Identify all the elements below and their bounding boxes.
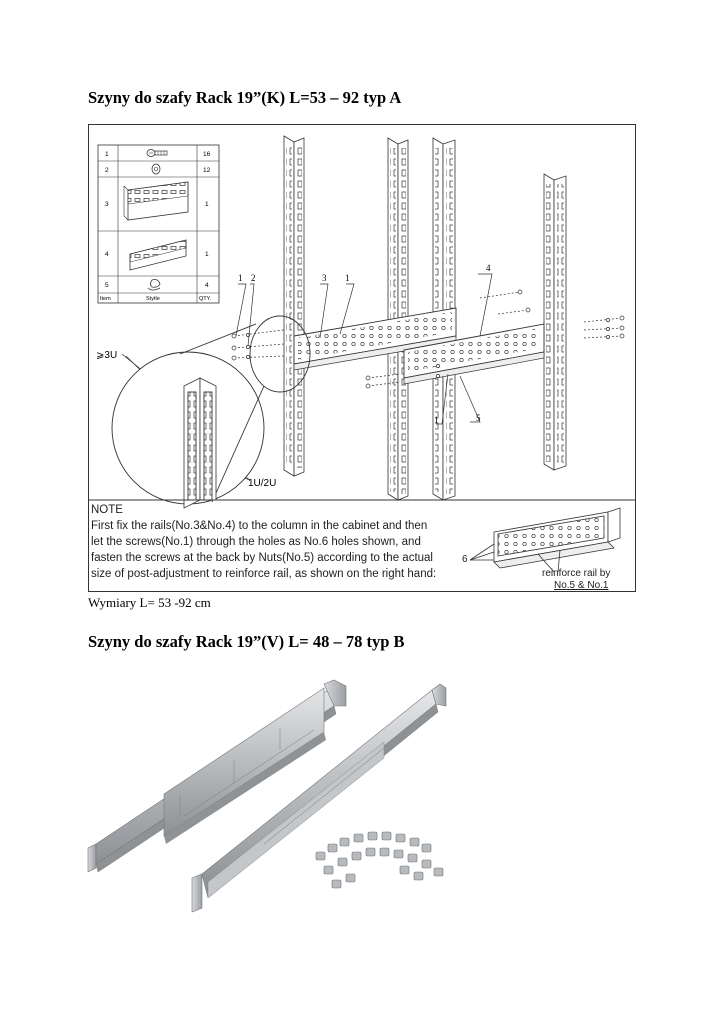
callout-1: 1 (238, 273, 243, 283)
rack-post-front-left (284, 136, 304, 476)
parts-table-item-5: 5 (105, 282, 109, 289)
note-line-1: First fix the rails(No.3&No.4) to the column in the cabinet and then (91, 520, 428, 532)
parts-table-footer-item: Item (100, 296, 111, 302)
callout-min-3u: ⩾3U (96, 350, 118, 361)
rail-product-photo (84, 676, 470, 938)
rail-photo-left (88, 680, 346, 872)
parts-table-qty-2: 12 (203, 167, 211, 174)
reinforce-label-1: reinforce rail by (542, 568, 611, 579)
parts-table-item-4: 4 (105, 251, 109, 258)
parts-table-footer-style: Stytle (146, 296, 160, 302)
reinforce-label-2: No.5 & No.1 (554, 580, 609, 591)
parts-table-qty-1: 16 (203, 151, 211, 158)
parts-table-qty-5: 4 (205, 282, 209, 289)
rail-installation-diagram (88, 124, 636, 592)
note-line-3: fasten the screws at the back by Nuts(No.5) according to the actual (91, 552, 433, 564)
parts-table-qty-3: 1 (205, 201, 209, 208)
washer-icon (152, 164, 160, 174)
note-heading: NOTE (91, 504, 123, 516)
callout-5: 5 (476, 413, 481, 423)
note-line-4: size of post-adjustment to reinforce rail, as shown on the right hand: (91, 568, 437, 580)
parts-table-item-2: 2 (105, 167, 109, 174)
dimensions-caption: Wymiary L= 53 -92 cm (88, 595, 211, 610)
rack-post-rear-right (544, 174, 566, 470)
parts-table-item-1: 1 (105, 151, 109, 158)
section-a-title: Szyny do szafy Rack 19”(K) L=53 – 92 typ A (88, 88, 402, 107)
note-line-2: let the screws(No.1) through the holes as No.6 holes shown, and (91, 536, 421, 548)
callout-6: 6 (462, 554, 468, 565)
callout-4: 4 (486, 263, 491, 273)
callout-1c: 1 (434, 415, 439, 425)
callout-2: 2 (251, 273, 256, 283)
callout-3: 3 (322, 273, 327, 283)
callout-1b: 1 (345, 273, 350, 283)
callout-1u-2u: 1U/2U (248, 478, 277, 489)
parts-table-item-3: 3 (105, 201, 109, 208)
section-b-title: Szyny do szafy Rack 19”(V) L= 48 – 78 typ B (88, 632, 405, 651)
cage-nuts-photo (316, 832, 443, 888)
parts-table-footer-qty: QTY. (199, 296, 212, 302)
parts-table-qty-4: 1 (205, 251, 209, 258)
parts-table (98, 145, 219, 303)
